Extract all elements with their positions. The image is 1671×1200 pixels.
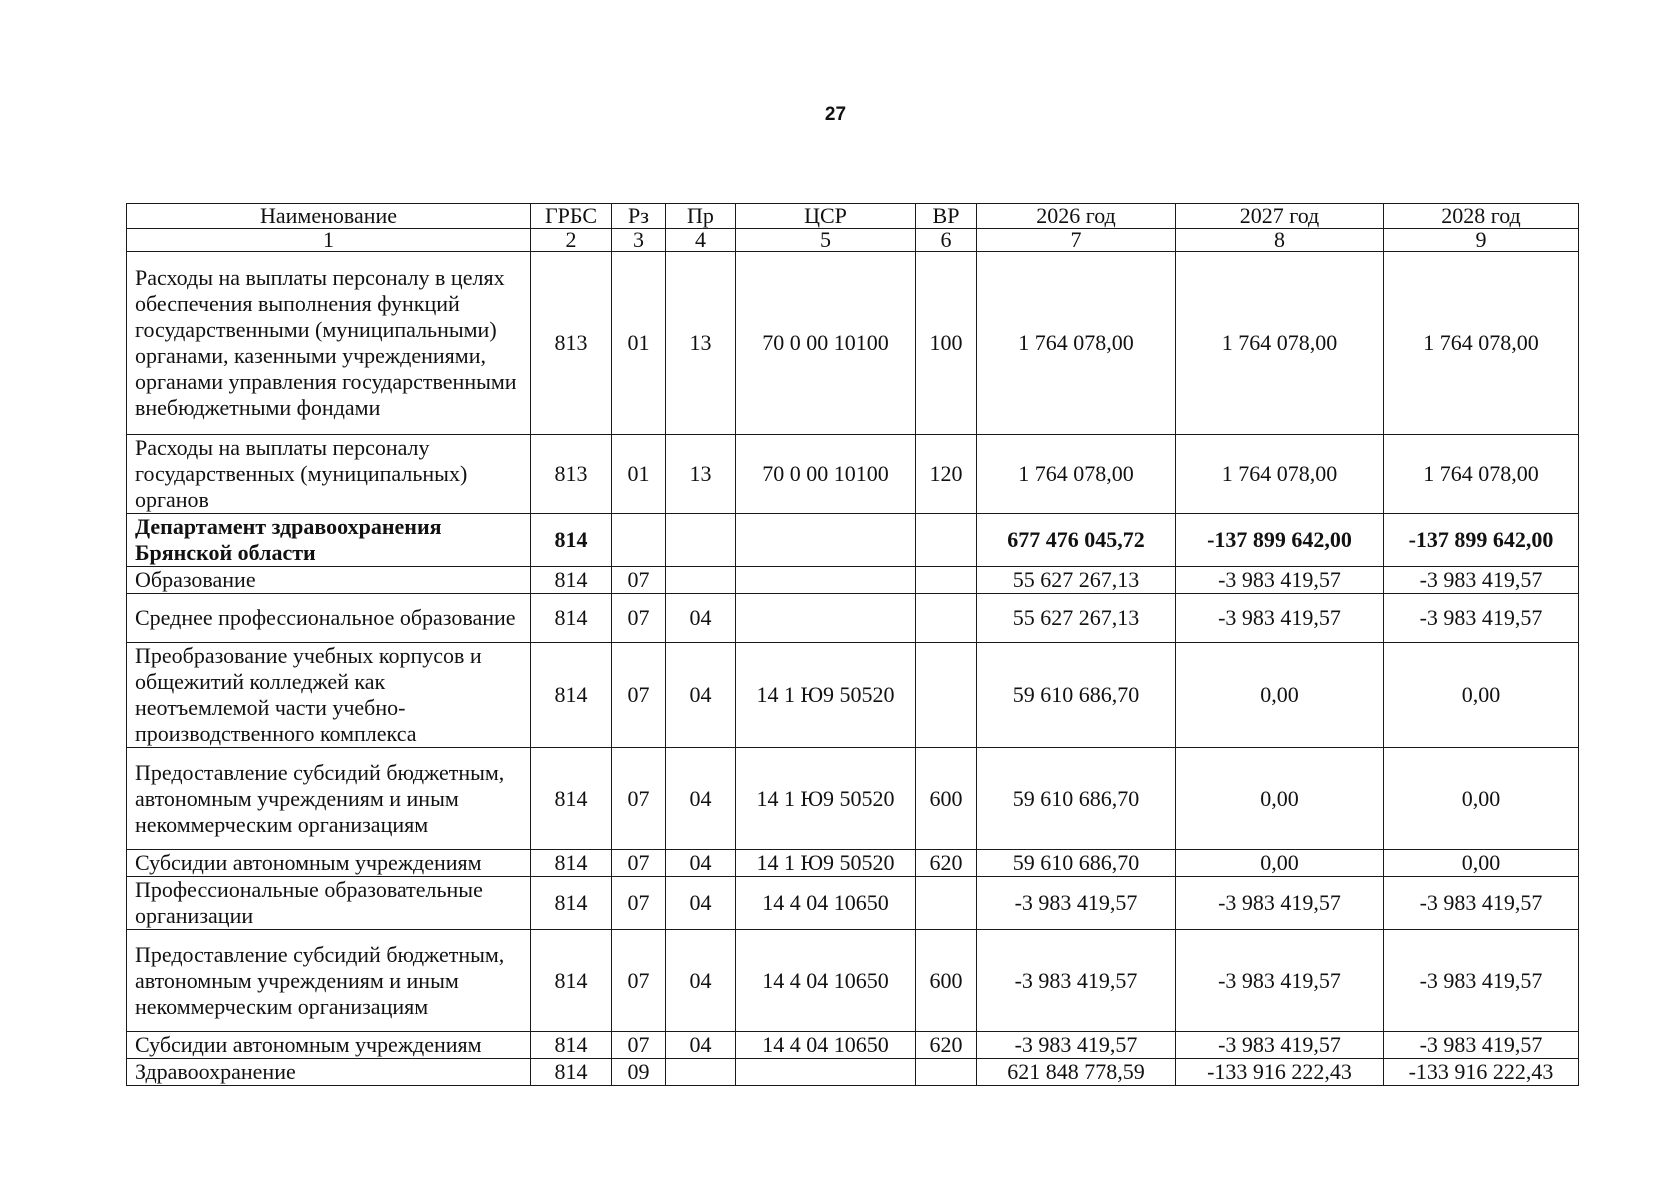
cell-pr: 13 xyxy=(666,435,736,514)
cell-csr: 14 1 Ю9 50520 xyxy=(736,850,916,877)
header-pr: Пр xyxy=(666,204,736,229)
cell-pr: 13 xyxy=(666,252,736,435)
table-row xyxy=(127,252,1579,435)
cell-name: Профессиональные образовательные организации xyxy=(127,877,531,930)
cell-pr: 04 xyxy=(666,877,736,930)
header-rz: Рз xyxy=(612,204,666,229)
cell-pr: 04 xyxy=(666,748,736,850)
cell-2026: 55 627 267,13 xyxy=(977,567,1176,594)
budget-table xyxy=(126,203,1579,1086)
cell-2028: -3 983 419,57 xyxy=(1384,567,1579,594)
cell-csr xyxy=(736,514,916,567)
cell-2028: -137 899 642,00 xyxy=(1384,514,1579,567)
cell-grbs: 814 xyxy=(531,748,612,850)
cell-2027: 0,00 xyxy=(1176,850,1384,877)
cell-vr: 620 xyxy=(916,850,977,877)
table-row xyxy=(127,567,1579,594)
cell-grbs: 813 xyxy=(531,435,612,514)
cell-vr xyxy=(916,643,977,748)
cell-rz: 07 xyxy=(612,930,666,1032)
cell-2026: 1 764 078,00 xyxy=(977,435,1176,514)
cell-pr: 04 xyxy=(666,1032,736,1059)
cell-2027: 0,00 xyxy=(1176,748,1384,850)
cell-csr: 14 1 Ю9 50520 xyxy=(736,643,916,748)
cell-2028: 0,00 xyxy=(1384,643,1579,748)
cell-2028: 1 764 078,00 xyxy=(1384,252,1579,435)
cell-2027: -3 983 419,57 xyxy=(1176,1032,1384,1059)
table-row xyxy=(127,643,1579,748)
header-vr: ВР xyxy=(916,204,977,229)
column-number: 8 xyxy=(1176,229,1384,252)
cell-grbs: 814 xyxy=(531,850,612,877)
cell-rz: 07 xyxy=(612,643,666,748)
cell-vr xyxy=(916,1059,977,1086)
cell-rz: 07 xyxy=(612,567,666,594)
cell-2026: 59 610 686,70 xyxy=(977,850,1176,877)
cell-2028: -3 983 419,57 xyxy=(1384,594,1579,643)
table-row xyxy=(127,594,1579,643)
cell-vr xyxy=(916,514,977,567)
cell-rz: 07 xyxy=(612,748,666,850)
cell-pr: 04 xyxy=(666,850,736,877)
cell-2028: 1 764 078,00 xyxy=(1384,435,1579,514)
cell-csr: 14 4 04 10650 xyxy=(736,1032,916,1059)
header-2026: 2026 год xyxy=(977,204,1176,229)
table-row xyxy=(127,930,1579,1032)
cell-csr: 14 4 04 10650 xyxy=(736,930,916,1032)
cell-rz: 01 xyxy=(612,252,666,435)
cell-grbs: 814 xyxy=(531,1032,612,1059)
cell-name: Преобразование учебных корпусов и общежитий колледжей как неотъемлемой части учебно-производственного комплекса xyxy=(127,643,531,748)
cell-csr xyxy=(736,594,916,643)
cell-grbs: 814 xyxy=(531,514,612,567)
table-body xyxy=(127,252,1579,1086)
cell-rz xyxy=(612,514,666,567)
cell-2027: 1 764 078,00 xyxy=(1176,252,1384,435)
cell-csr: 14 4 04 10650 xyxy=(736,877,916,930)
cell-name: Расходы на выплаты персоналу в целях обеспечения выполнения функций государственными (муниципальными) органами, казенными учреждениями, органами управления государственными внебюджетными фондами xyxy=(127,252,531,435)
cell-2028: 0,00 xyxy=(1384,850,1579,877)
cell-2026: 1 764 078,00 xyxy=(977,252,1176,435)
cell-2027: -133 916 222,43 xyxy=(1176,1059,1384,1086)
cell-2026: -3 983 419,57 xyxy=(977,1032,1176,1059)
cell-name: Департамент здравоохранения Брянской области xyxy=(127,514,531,567)
column-number-row xyxy=(127,229,1579,252)
cell-grbs: 814 xyxy=(531,567,612,594)
cell-csr: 70 0 00 10100 xyxy=(736,435,916,514)
cell-name: Предоставление субсидий бюджетным, автономным учреждениям и иным некоммерческим организациям xyxy=(127,930,531,1032)
cell-2026: 59 610 686,70 xyxy=(977,643,1176,748)
table-row xyxy=(127,1059,1579,1086)
cell-pr: 04 xyxy=(666,643,736,748)
table-row xyxy=(127,435,1579,514)
cell-pr: 04 xyxy=(666,930,736,1032)
cell-2026: 59 610 686,70 xyxy=(977,748,1176,850)
cell-2028: -3 983 419,57 xyxy=(1384,1032,1579,1059)
cell-2028: -133 916 222,43 xyxy=(1384,1059,1579,1086)
cell-pr xyxy=(666,1059,736,1086)
table-row xyxy=(127,514,1579,567)
cell-2027: 0,00 xyxy=(1176,643,1384,748)
cell-csr: 14 1 Ю9 50520 xyxy=(736,748,916,850)
cell-name: Здравоохранение xyxy=(127,1059,531,1086)
header-2027: 2027 год xyxy=(1176,204,1384,229)
cell-csr: 70 0 00 10100 xyxy=(736,252,916,435)
cell-2027: -3 983 419,57 xyxy=(1176,567,1384,594)
cell-rz: 07 xyxy=(612,1032,666,1059)
cell-2027: -3 983 419,57 xyxy=(1176,877,1384,930)
cell-vr xyxy=(916,594,977,643)
header-name: Наименование xyxy=(127,204,531,229)
cell-grbs: 814 xyxy=(531,594,612,643)
cell-2026: 677 476 045,72 xyxy=(977,514,1176,567)
cell-vr: 100 xyxy=(916,252,977,435)
cell-csr xyxy=(736,567,916,594)
column-number: 6 xyxy=(916,229,977,252)
column-number: 4 xyxy=(666,229,736,252)
cell-2026: -3 983 419,57 xyxy=(977,930,1176,1032)
cell-2027: -3 983 419,57 xyxy=(1176,930,1384,1032)
table-row xyxy=(127,748,1579,850)
cell-2026: -3 983 419,57 xyxy=(977,877,1176,930)
cell-name: Субсидии автономным учреждениям xyxy=(127,1032,531,1059)
cell-2027: -3 983 419,57 xyxy=(1176,594,1384,643)
cell-grbs: 814 xyxy=(531,877,612,930)
cell-rz: 01 xyxy=(612,435,666,514)
page-number: 27 xyxy=(824,104,847,125)
cell-rz: 09 xyxy=(612,1059,666,1086)
header-grbs: ГРБС xyxy=(531,204,612,229)
cell-rz: 07 xyxy=(612,850,666,877)
cell-2028: -3 983 419,57 xyxy=(1384,877,1579,930)
cell-2026: 55 627 267,13 xyxy=(977,594,1176,643)
cell-name: Расходы на выплаты персоналу государственных (муниципальных) органов xyxy=(127,435,531,514)
cell-2027: -137 899 642,00 xyxy=(1176,514,1384,567)
header-csr: ЦСР xyxy=(736,204,916,229)
cell-vr: 120 xyxy=(916,435,977,514)
header-row xyxy=(127,204,1579,229)
cell-grbs: 813 xyxy=(531,252,612,435)
cell-vr xyxy=(916,567,977,594)
table-row xyxy=(127,850,1579,877)
cell-rz: 07 xyxy=(612,594,666,643)
cell-pr: 04 xyxy=(666,594,736,643)
cell-pr xyxy=(666,567,736,594)
cell-name: Предоставление субсидий бюджетным, автономным учреждениям и иным некоммерческим организациям xyxy=(127,748,531,850)
column-number: 1 xyxy=(127,229,531,252)
cell-rz: 07 xyxy=(612,877,666,930)
column-number: 7 xyxy=(977,229,1176,252)
cell-grbs: 814 xyxy=(531,643,612,748)
cell-pr xyxy=(666,514,736,567)
cell-grbs: 814 xyxy=(531,930,612,1032)
cell-2028: -3 983 419,57 xyxy=(1384,930,1579,1032)
cell-name: Субсидии автономным учреждениям xyxy=(127,850,531,877)
cell-vr: 600 xyxy=(916,748,977,850)
cell-vr: 620 xyxy=(916,1032,977,1059)
column-number: 3 xyxy=(612,229,666,252)
table-row xyxy=(127,877,1579,930)
cell-grbs: 814 xyxy=(531,1059,612,1086)
column-number: 9 xyxy=(1384,229,1579,252)
cell-vr xyxy=(916,877,977,930)
table-row xyxy=(127,1032,1579,1059)
cell-2028: 0,00 xyxy=(1384,748,1579,850)
header-2028: 2028 год xyxy=(1384,204,1579,229)
column-number: 2 xyxy=(531,229,612,252)
cell-name: Среднее профессиональное образование xyxy=(127,594,531,643)
cell-2027: 1 764 078,00 xyxy=(1176,435,1384,514)
cell-vr: 600 xyxy=(916,930,977,1032)
column-number: 5 xyxy=(736,229,916,252)
cell-csr xyxy=(736,1059,916,1086)
cell-2026: 621 848 778,59 xyxy=(977,1059,1176,1086)
cell-name: Образование xyxy=(127,567,531,594)
